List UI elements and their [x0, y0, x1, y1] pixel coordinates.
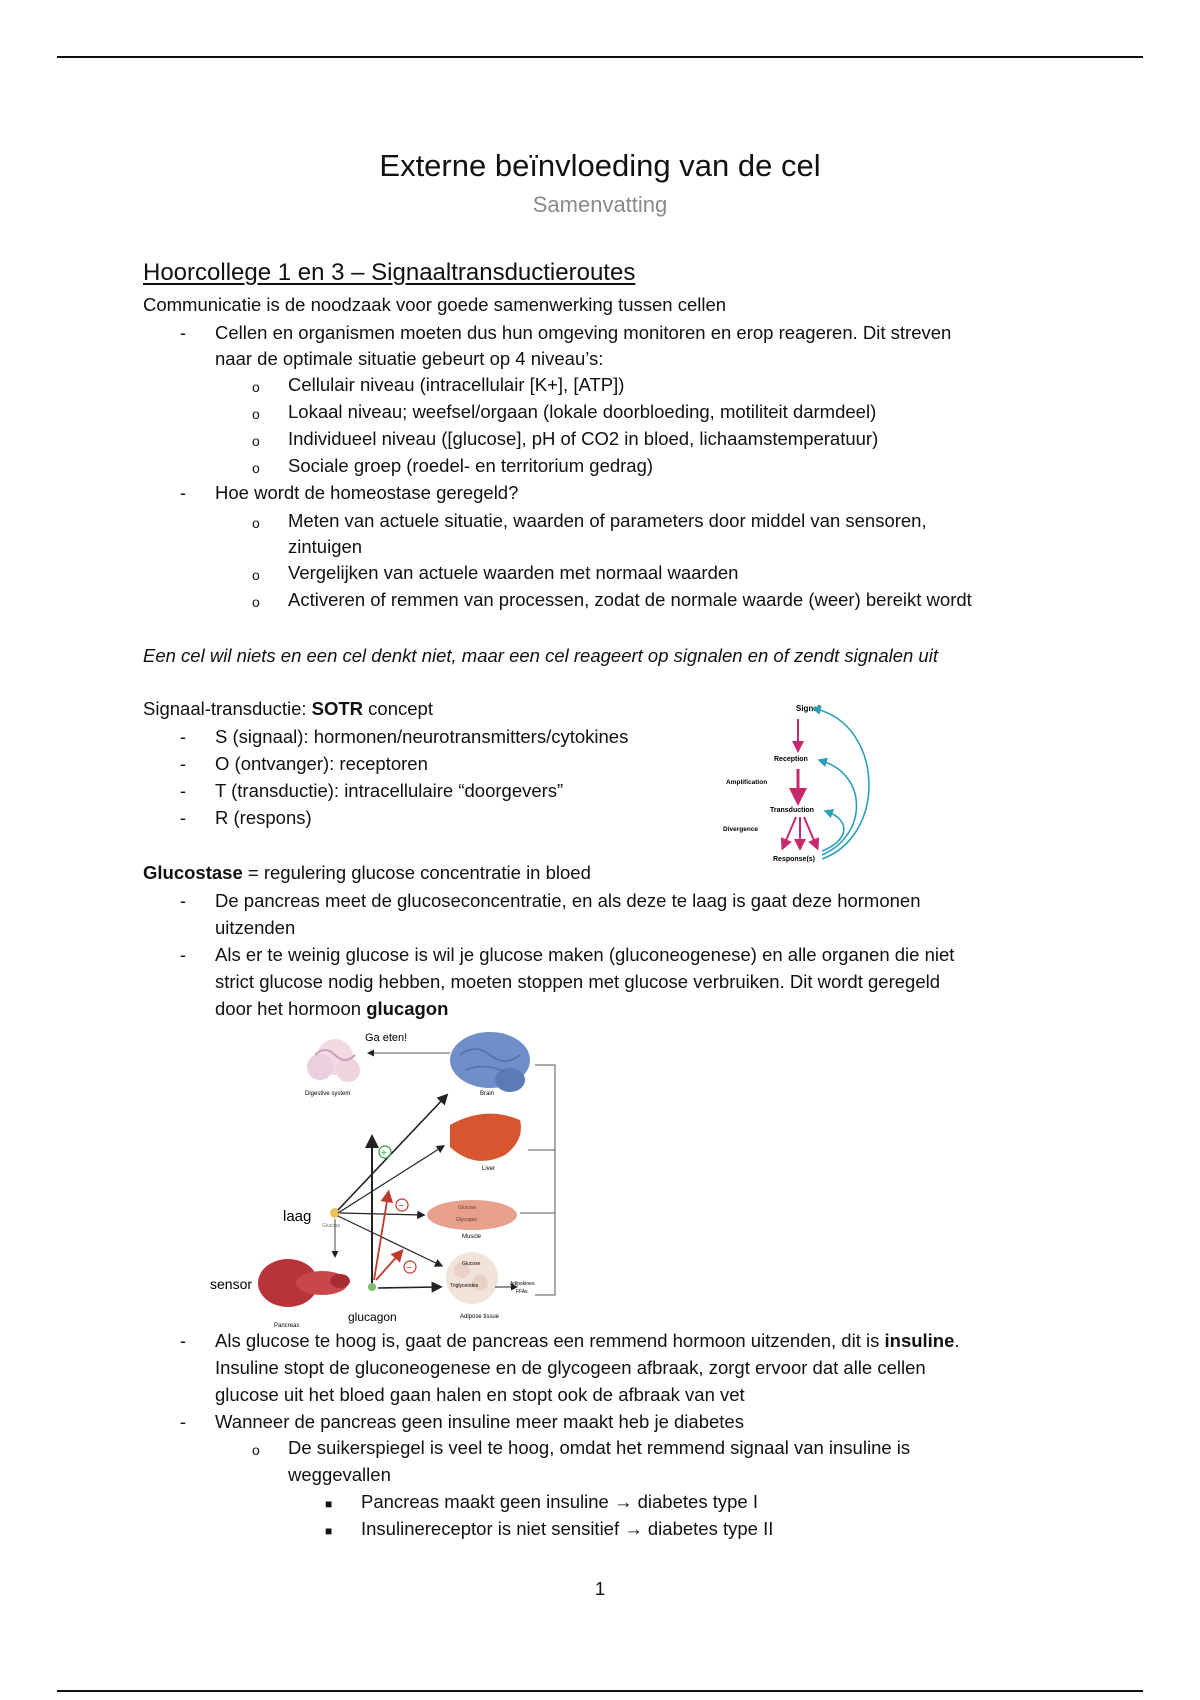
bullet-text: Hoe wordt de homeostase geregeld?: [215, 482, 519, 503]
bullet-dash: -: [179, 780, 187, 801]
bullet-dash: -: [179, 753, 187, 774]
fig-signal-label: Signal: [796, 704, 821, 713]
glucose-to-muscle-arrow: [340, 1213, 422, 1215]
sotr-item: R (respons): [215, 807, 312, 828]
level-item: Individueel niveau ([glucose], pH of CO2 in bloed, lichaamstemperatuur): [288, 428, 879, 449]
feedback-frame: [535, 1065, 555, 1295]
level-item: Lokaal niveau; weefsel/orgaan (lokale doorbloeding, motiliteit darmdeel): [288, 401, 877, 422]
bullet-text: Cellen en organismen moeten dus hun omgeving monitoren en erop reageren. Dit streven: [215, 322, 952, 343]
bullet-text: De pancreas meet de glucoseconcentratie, en als deze te laag is gaat deze hormonen: [215, 890, 921, 911]
laag-label: laag: [283, 1208, 312, 1225]
circle-bullet: o: [252, 515, 260, 531]
circle-bullet: o: [252, 567, 260, 583]
bullet-text: Wanneer de pancreas geen insuline meer maakt heb je diabetes: [215, 1411, 744, 1432]
fig-transduction-label: Transduction: [770, 807, 814, 814]
sotr-heading: Signaal-transductie: SOTR concept: [143, 698, 433, 719]
bullet-text: uitzenden: [215, 917, 296, 938]
square-bullet: ■: [325, 1497, 333, 1511]
glucostase-heading: Glucostase = regulering glucose concentratie in bloed: [143, 862, 591, 883]
circle-bullet: o: [252, 406, 260, 422]
plus-text: +: [381, 1148, 387, 1159]
section-heading: Hoorcollege 1 en 3 – Signaaltransductieroutes: [143, 259, 636, 286]
diabetes-item: De suikerspiegel is veel te hoog, omdat het remmend signaal van insuline is: [288, 1437, 911, 1458]
pancreas-label: Pancreas: [274, 1323, 300, 1329]
sotr-item: S (signaal): hormonen/neurotransmitters/cytokines: [215, 726, 629, 747]
digestive-label: Digestive system: [305, 1091, 351, 1097]
square-bullet: ■: [325, 1524, 333, 1538]
glucagon-to-adipose-arrow: [376, 1253, 400, 1280]
page-subtitle: Samenvatting: [532, 192, 668, 217]
bullet-text: Als glucose te hoog is, gaat de pancreas een remmend hormoon uitzenden, dit is insuline.: [215, 1330, 960, 1351]
minus-text: −: [398, 1201, 404, 1212]
sotr-item: T (transductie): intracellulaire “doorgevers”: [215, 780, 564, 801]
adipose-tissue-icon: [446, 1252, 498, 1304]
circle-bullet: o: [252, 379, 260, 395]
quote-text: Een cel wil niets en een cel denkt niet, maar een cel reageert op signalen en of zendt signalen uit: [143, 645, 938, 666]
bullet-text: naar de optimale situatie gebeurt op 4 niveau’s:: [215, 348, 604, 369]
level-item: Cellulair niveau (intracellulair [K+], [ATP]): [288, 374, 625, 395]
circle-bullet: o: [252, 594, 260, 610]
fig-divergence-label: Divergence: [723, 826, 759, 833]
brain-icon: [450, 1032, 530, 1092]
circle-bullet: o: [252, 1442, 260, 1458]
muscle-label: Muscle: [462, 1234, 482, 1240]
glucagon-figure: [210, 1025, 592, 1330]
glucagon-label: glucagon: [348, 1310, 397, 1324]
divergence-arrow: [804, 817, 816, 845]
muscle-glycogen-label: Glycogen: [456, 1217, 478, 1223]
sotr-figure: [718, 695, 878, 867]
glucagon-to-muscle-arrow: [374, 1195, 388, 1280]
glucose-to-brain-arrow: [338, 1097, 445, 1210]
bullet-text: glucose uit het bloed gaan halen en stopt ook de afbraak van vet: [215, 1384, 745, 1405]
liver-label: Liver: [482, 1166, 496, 1172]
step-item: Activeren of remmen van processen, zodat de normale waarde (weer) bereikt wordt: [288, 589, 972, 610]
sotr-item: O (ontvanger): receptoren: [215, 753, 428, 774]
glucagon-to-adipose-black-arrow: [378, 1287, 438, 1288]
diabetes-type: Pancreas maakt geen insuline → diabetes type I: [361, 1491, 758, 1512]
minus-text: −: [406, 1263, 412, 1274]
ga-eten-label: Ga eten!: [365, 1032, 408, 1044]
bullet-dash: -: [179, 890, 187, 911]
bullet-dash: -: [179, 322, 187, 343]
liver-icon: [450, 1114, 521, 1161]
page-title: Externe beïnvloeding van de cel: [379, 148, 821, 183]
sensor-label: sensor: [210, 1276, 253, 1292]
bullet-dash: -: [179, 944, 187, 965]
bullet-text: Als er te weinig glucose is wil je glucose maken (gluconeogenese) en alle organen die niet: [215, 944, 955, 965]
glucagon-dot: [368, 1283, 376, 1291]
pancreas-icon: [258, 1259, 350, 1307]
step-item: zintuigen: [288, 536, 363, 557]
glucose-to-adipose-arrow: [338, 1216, 440, 1265]
adipose-adipokines-label: Adipokines: [510, 1281, 535, 1287]
adipose-tg-label: Triglycerides: [450, 1283, 479, 1289]
step-item: Vergelijken van actuele waarden met normaal waarden: [288, 562, 739, 583]
bullet-dash: -: [179, 482, 187, 503]
circle-bullet: o: [252, 433, 260, 449]
digestive-system-icon: [307, 1039, 360, 1082]
brain-label: Brain: [480, 1091, 495, 1097]
bullet-dash: -: [179, 726, 187, 747]
intro-text: Communicatie is de noodzaak voor goede samenwerking tussen cellen: [143, 294, 727, 315]
circle-bullet: o: [252, 460, 260, 476]
glucose-to-liver-arrow: [338, 1147, 442, 1213]
page-number: 1: [594, 1578, 606, 1599]
divergence-arrow: [784, 817, 796, 845]
fig-reception-label: Reception: [774, 756, 808, 763]
diabetes-type: Insulinereceptor is niet sensitief → diabetes type II: [361, 1518, 774, 1539]
diabetes-item: weggevallen: [288, 1464, 391, 1485]
bullet-dash: -: [179, 1411, 187, 1432]
level-item: Sociale groep (roedel- en territorium gedrag): [288, 455, 654, 476]
glucose-small-label: Glucose: [322, 1223, 341, 1229]
step-item: Meten van actuele situatie, waarden of parameters door middel van sensoren,: [288, 510, 927, 531]
muscle-glucose-label: Glucose: [458, 1205, 477, 1211]
adipose-glucose-label: Glucose: [462, 1261, 481, 1267]
adipose-label: Adipose tissue: [460, 1314, 500, 1320]
bullet-dash: -: [179, 807, 187, 828]
bullet-text: door het hormoon glucagon: [215, 998, 449, 1019]
fig-responses-label: Response(s): [773, 856, 816, 863]
bullet-dash: -: [179, 1330, 187, 1351]
bullet-text: strict glucose nodig hebben, moeten stoppen met glucose verbruiken. Dit wordt geregeld: [215, 971, 941, 992]
bullet-text: Insuline stopt de gluconeogenese en de glycogeen afbraak, zorgt ervoor dat alle cellen: [215, 1357, 926, 1378]
footer-rule: [57, 1690, 1143, 1692]
header-rule: [57, 56, 1143, 58]
feedback-arrow: [822, 812, 844, 851]
fig-amplification-label: Amplification: [726, 779, 768, 786]
adipose-ffa-label: FFAs: [516, 1289, 528, 1295]
